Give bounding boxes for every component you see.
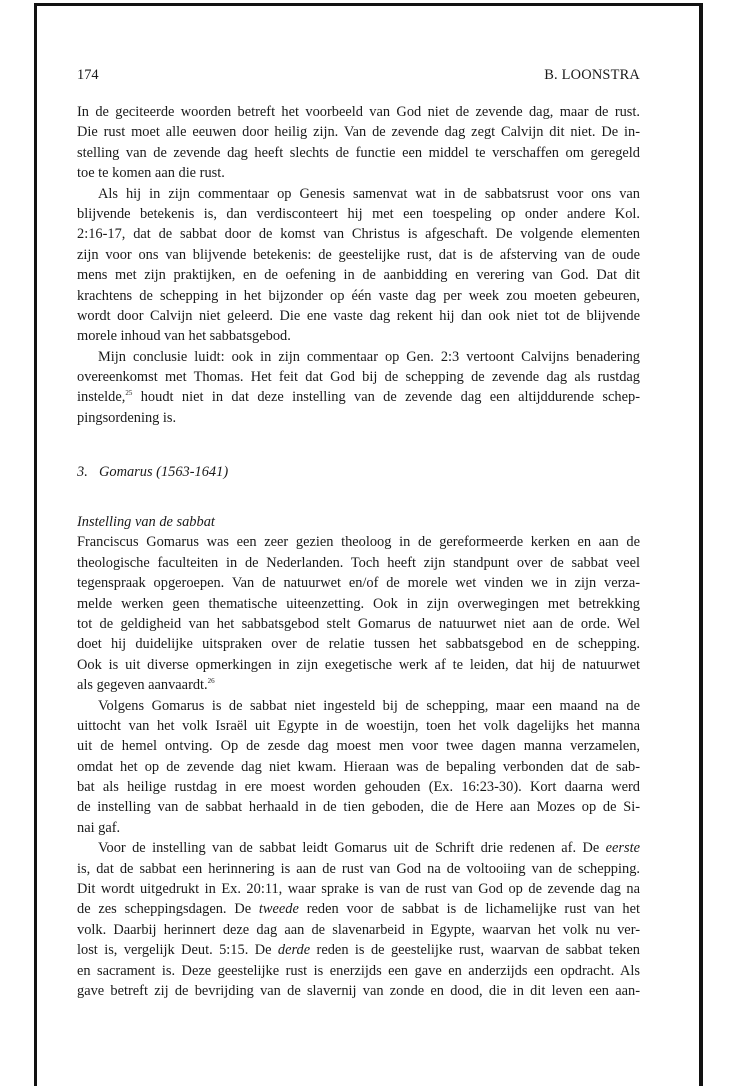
text-line: krachtens de schepping in het bijzonder op één vaste dag per week zou moeten gebeuren, (77, 287, 640, 304)
intro-text (77, 102, 640, 428)
text-line: Dit wordt uitgedrukt in Ex. 20:11, waar sprake is van de rust van God op de zevende dag na (77, 881, 640, 898)
text-line (77, 899, 640, 919)
text-line: nai gaf. (77, 819, 121, 836)
paragraph (77, 696, 640, 839)
emphasis: derde (277, 942, 311, 959)
text-line: blijvende betekenis is, dan verdisconteert hij met een toespeling op onder andere Kol. (77, 205, 640, 222)
text-line: melde werken geen thematische uiteenzetting. Ook in zijn overwegingen met betrekking (77, 595, 640, 612)
text-run: instelde, (77, 389, 126, 406)
text-line: morele inhoud van het sabbatsgebod. (77, 328, 291, 345)
text-line (77, 675, 640, 695)
paragraph (77, 532, 640, 695)
running-head-author: B. LOONSTRA (544, 67, 640, 83)
text-line: pingsordening is. (77, 409, 177, 426)
text-line: overeenkomst met Thomas. Het feit dat God bij de schepping de zevende dag als rustdag (77, 369, 640, 386)
paragraph (77, 184, 640, 347)
text-line: uittocht van het volk Israël uit Egypte in de woestijn, toen het volk dagelijks het manna (77, 717, 640, 734)
text-run: lost is, vergelijk Deut. 5:15. De (77, 942, 278, 959)
text-line: mens met zijn praktijken, en de oefening in de aanbidding en verering van God. Dat dit (77, 267, 640, 284)
text-line: Mijn conclusie luidt: ook in zijn commentaar op Gen. 2:3 vertoont Calvijns benadering (98, 348, 640, 365)
text-line: stelling van de zevende dag heeft slechts de functie een middel te verschaffen om geregeld (77, 144, 640, 161)
running-header (77, 66, 640, 84)
text-line: uit de hemel ontving. Op de zesde dag moest men voor twee dagen manna verzamelen, (77, 738, 640, 755)
paragraph (77, 347, 640, 429)
text-line: is, dat de sabbat een herinnering is aan de rust van God na de voltooiing van de schepping. (77, 860, 640, 877)
text-line: 2:16-17, dat de sabbat door de komst van Christus is afgeschaft. De volgende elementen (77, 226, 640, 243)
text-run: houdt niet in dat deze instelling van de zevende dag een altijddurende schep- (132, 389, 640, 406)
text-line: wordt door Calvijn niet geleerd. Die ene vaste dag rekent hij dan ook niet tot de blijvende (77, 307, 640, 324)
paragraph (77, 102, 640, 184)
emphasis: tweede (258, 901, 299, 918)
text-line: de instelling van de sabbat herhaald in de tien geboden, die de Here aan Mozes op de Si- (77, 799, 640, 816)
text-run: reden voor de sabbat is de lichamelijke rust van het (298, 901, 640, 918)
text-line: Franciscus Gomarus was een zeer gezien theoloog in de gereformeerde kerken en aan de (77, 534, 640, 551)
text-line (77, 387, 640, 407)
footnote-ref: 26 (207, 677, 215, 686)
text-run: Voor de instelling van de sabbat leidt Gomarus uit de Schrift drie redenen af. De (98, 840, 606, 857)
text-line: theologische faculteiten in de Nederlanden. Toch heeft zijn standpunt over de sabbat veel (77, 554, 640, 571)
text-line: bat als heilige rustdag in ere moest worden gehouden (Ex. 16:23-30). Kort daarna werd (77, 779, 640, 796)
footnote-ref: 25 (125, 389, 133, 398)
text-run: de zes scheppingsdagen. De (77, 901, 259, 918)
text-line: Die rust moet alle eeuwen door heilig zijn. Van de zevende dag zegt Calvijn dit niet. De in- (77, 124, 640, 141)
text-line: Ook is uit diverse opmerkingen in zijn exegetische werk af te leiden, dat hij de natuurwet (77, 656, 640, 673)
text-run: reden is de geestelijke rust, waarvan de sabbat teken (310, 942, 640, 959)
emphasis: eerste (605, 840, 640, 857)
text-line: tot de geldigheid van het sabbatsgebod stelt Gomarus de natuurwet niet aan de orde. Wel (77, 615, 640, 632)
text-line: volk. Daarbij herinnert deze dag aan de slavenarbeid in Egypte, waarvan het volk nu ver- (77, 921, 640, 938)
section-heading (77, 462, 228, 482)
text-line (77, 940, 640, 960)
text-line: Als hij in zijn commentaar op Genesis samenvat wat in de sabbatsrust voor ons van (98, 185, 640, 202)
text-line: Volgens Gomarus is de sabbat niet ingesteld bij de schepping, maar een maand na de (98, 697, 640, 714)
text-line: In de geciteerde woorden betreft het voorbeeld van God niet de zevende dag, maar de rust. (77, 104, 640, 120)
paragraph (77, 838, 640, 1001)
section-number: 3. (77, 464, 88, 480)
section-title: Gomarus (1563-1641) (99, 464, 229, 480)
text-run: als gegeven aanvaardt. (77, 677, 208, 694)
text-line: gave betreft zij de bevrijding van de slavernij van zonde en dood, die in dit leven een aan- (77, 982, 640, 999)
page-number: 174 (77, 67, 99, 83)
subheading: Instelling van de sabbat (77, 514, 215, 530)
text-line: tegenspraak opgeroepen. Van de natuurwet en/of de morele wet vinden we in zijn verza- (77, 575, 640, 592)
text-line: toe te komen aan die rust. (77, 165, 225, 182)
text-line: doet hij duidelijke uitspraken over de relatie tussen het sabbatsgebod en de schepping. (77, 636, 640, 653)
text-line: omdat het op de zevende dag niet kwam. Hieraan was de bepaling verbonden dat de sab- (77, 758, 640, 775)
text-line: zijn voor ons van blijvende betekenis: de geestelijke rust, dat is de afsterving van de oude (77, 246, 640, 263)
text-line: en sacrament is. Deze geestelijke rust is enerzijds een gave en anderzijds een opdracht. Als (77, 962, 640, 979)
section-3-body (77, 512, 640, 1001)
text-line (77, 838, 640, 858)
